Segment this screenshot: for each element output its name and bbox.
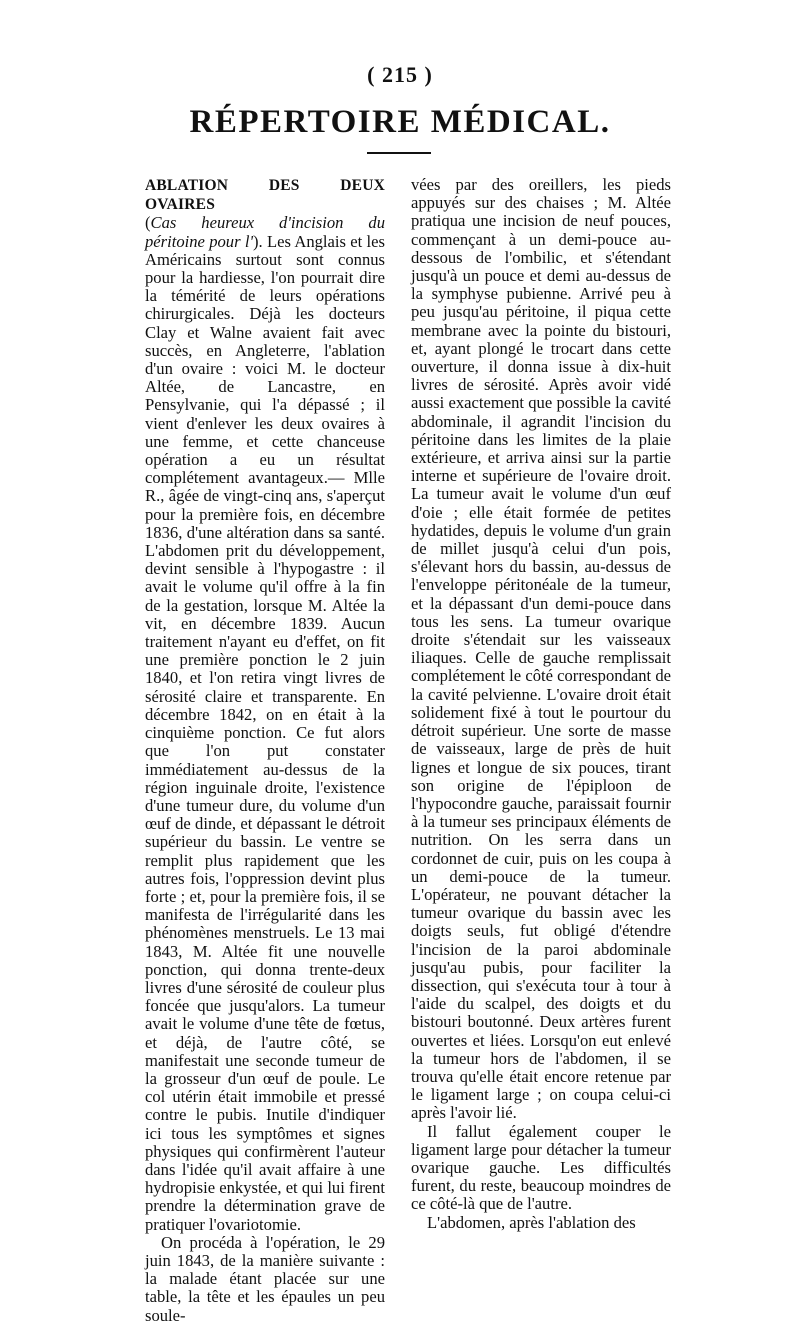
left-column [145,176,385,1325]
article-paragraph: vées par des oreillers, les pieds appuyés sur des chaises ; M. Altée pratiqua une incision de neuf pouces, commençant à un demi-pouce au-dessous de l'ombilic, et s'étendant jusqu'à un pouce et demi au-dessus de la symphyse pubienne. Arrivé peu à peu jusqu'au péritoine, il piqua cette membrane avec la pointe du bistouri, et, ayant plongé le trocart dans cette ouverture, il donna issue à dix-huit livres de sérosité. Après avoir vidé aussi exactement que possible la cavité abdominale, il agrandit l'incision du péritoine dans les limites de la plaie extérieure, et arriva ainsi sur la partie interne et supérieure de l'ovaire droit. La tumeur avait le volume d'un œuf d'oie ; elle était formée de petites hydatides, depuis le volume d'un grain de millet jusqu'à celui d'un pois, s'élevant hors du bassin, au-dessus de l'enveloppe péritonéale de la tumeur, et la dépassant d'un demi-pouce dans tous les sens. La tumeur ovarique droite s'étendait sur les vaisseaux iliaques. Celle de gauche remplissait complétement le côté correspondant de la cavité pelvienne. L'ovaire droit était solidement fixé à tout le pourtour du détroit supérieur. Une sorte de masse de vaisseaux, large de près de huit lignes et longue de six pouces, tirant son origine de l'épiploon de l'hypocondre gauche, paraissait fournir à la tumeur ses principaux éléments de nutrition. On les serra dans un cordonnet de cuir, puis on les coupa à un demi-pouce de la tumeur. L'opérateur, ne pouvant détacher la tumeur ovarique du bassin avec les doigts seuls, fut obligé d'étendre l'incision de la paroi abdominale jusqu'au pubis, pour faciliter la dissection, qui s'exécuta tour à tour à l'aide du scalpel, des doigts et du bistouri boutonné. Deux artères furent ouvertes et liées. Lorsqu'on eut enlevé la tumeur hors de l'abdomen, il se trouva qu'elle était encore retenue par le ligament large ; on coupa celui-ci après l'avoir lié. [411,175,671,1123]
article-body-text: Les Anglais et les Américains surtout sont connus pour la hardiesse, l'on pourrait dire la témérité de leurs opérations chirurgicales. Déjà les docteurs Clay et Walne avaient fait avec succès, en Angleterre, l'ablation d'un ovaire : voici M. le docteur Altée, de Lancastre, en Pensylvanie, qui l'a dépassé ; il vient d'enlever les deux ovaires à une femme, et cette chanceuse opération a eu un résultat complétement avantageux.— Mlle R., âgée de vingt-cinq ans, s'aperçut pour la première fois, en décembre 1836, d'une altération dans sa santé. L'abdomen prit du développement, devint sensible à l'hypogastre : il avait le volume qu'il offre à la fin de la gestation, lorsque M. Altée la vit, en décembre 1839. Aucun traitement n'ayant eu d'effet, on fit une première ponction le 2 juin 1840, et l'on retira vingt livres de sérosité claire et transparente. En décembre 1842, on en était à la cinquième ponction. Ce fut alors que l'on put constater immédiatement au-dessus de la région inguinale droite, l'existence d'une tumeur dure, du volume d'un œuf de dinde, et dépassant le détroit supérieur du bassin. Le ventre se remplit plus rapidement que les autres fois, l'oppression devint plus forte ; et, pour la première fois, il se manifesta de l'irrégularité dans les phénomènes menstruels. Le 13 mai 1843, M. Altée fit une nouvelle ponction, qui donna trente-deux livres d'une sérosité de couleur plus foncée que jusqu'alors. La tumeur avait le volume d'une tête de fœtus, et déjà, de l'autre côté, se manifestait une seconde tumeur de la grosseur d'un œuf de poule. Le col utérin était immobile et pressé contre le pubis. Inutile d'indiquer ici tous les symptômes et signes physiques qui confirmèrent l'auteur dans l'idée qu'il avait affaire à une hydropisie enkystée, et qui lui firent prendre la détermination grave de pratiquer l'ovariotomie. [145,231,385,1234]
page-title: RÉPERTOIRE MÉDICAL. [189,104,611,140]
right-column [411,176,671,1232]
article-subtitle-close: ). [253,231,263,251]
article-subtitle-open: ( [145,213,151,233]
article-paragraph: On procéda à l'opération, le 29 juin 1843, de la manière suivante : la malade étant placée sur une table, la tête et les épaules un peu soule- [145,1232,385,1325]
article-paragraph: L'abdomen, après l'ablation des [427,1212,636,1232]
article-paragraph [145,176,385,1234]
article-paragraph: Il fallut également couper le ligament large pour détacher la tumeur ovarique gauche. Les difficultés furent, du reste, beaucoup moindres de ce côté-là que de l'autre. [411,1121,671,1214]
article-subtitle: Cas heureux d'incision du péritoine pour l' [145,213,385,251]
title-rule [367,152,431,154]
page-number: ( 215 ) [367,62,433,87]
article-heading: ABLATION DES DEUX OVAIRES [145,177,385,214]
